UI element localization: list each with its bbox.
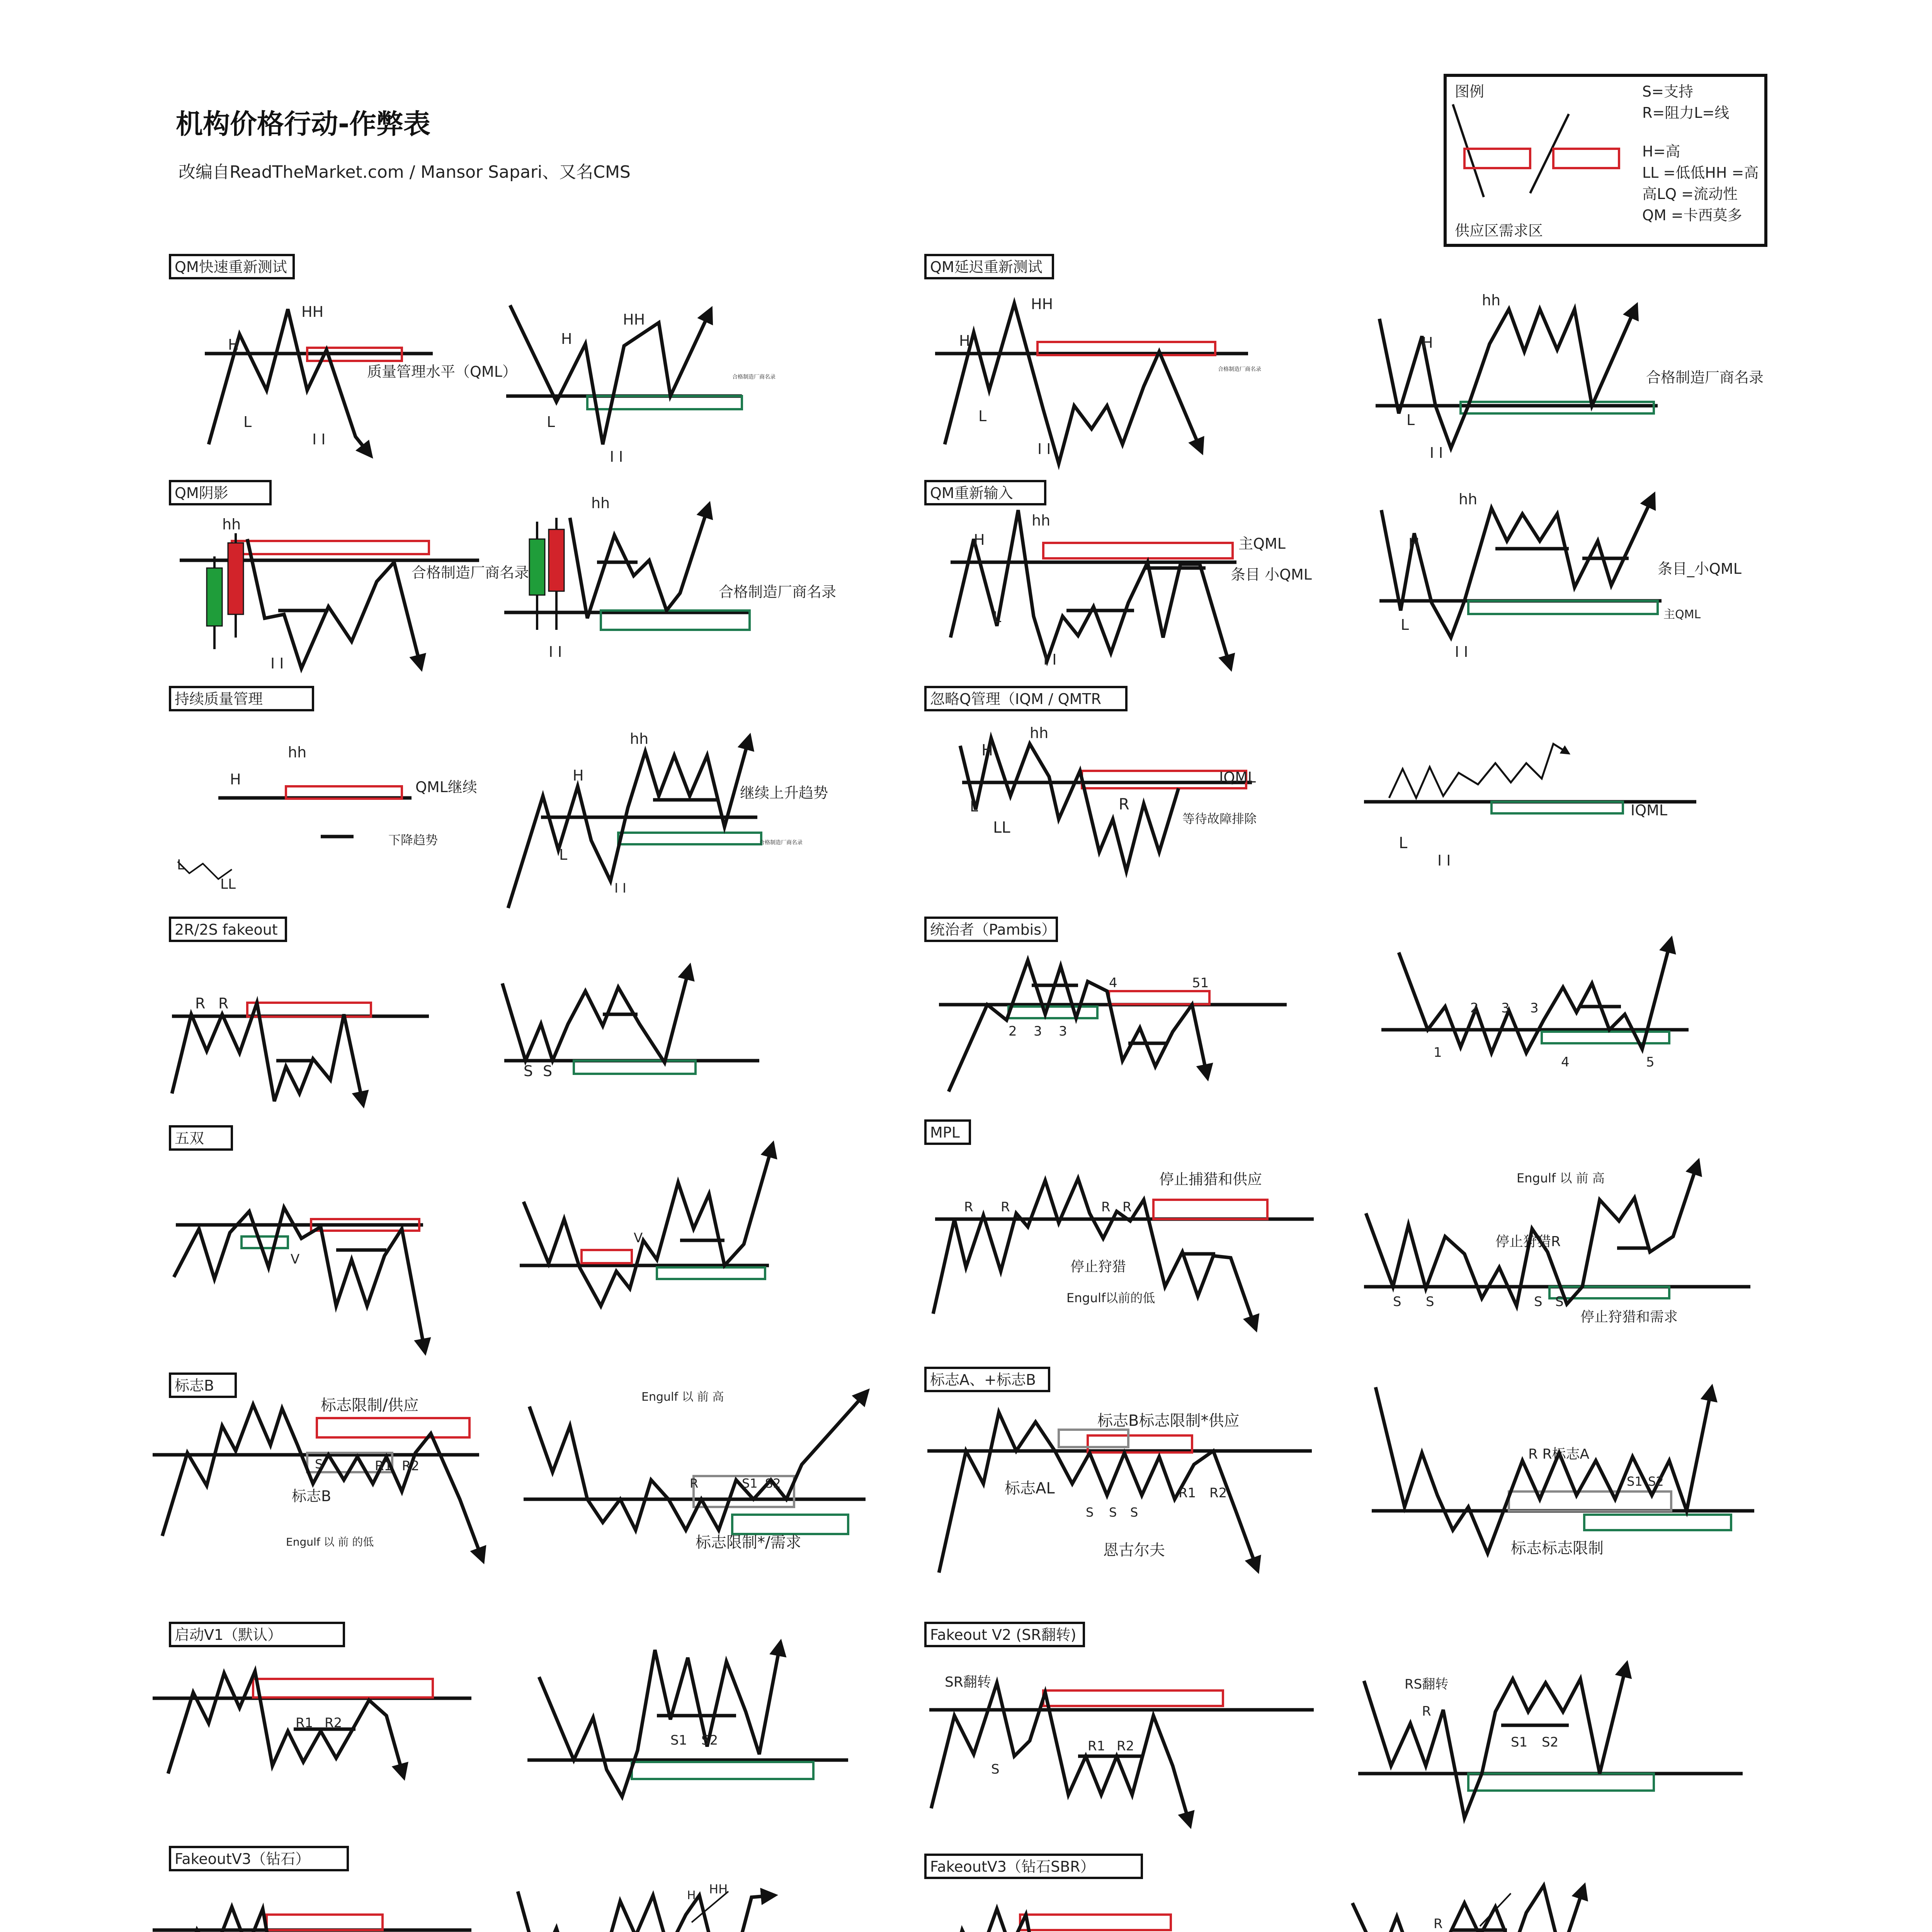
section-title: QM重新输入 <box>930 485 1013 502</box>
label-main_qml: 主QML <box>1663 608 1701 621</box>
label-R2: R2 <box>1209 1485 1227 1501</box>
label-qualified_mfr: 合格制造厂商名录 <box>719 583 837 600</box>
section-title: QM快速重新测试 <box>175 259 287 276</box>
label-R: R <box>195 995 206 1012</box>
label-hh: hh <box>1482 292 1501 309</box>
label-S1: S1 <box>1627 1474 1643 1489</box>
label-H: H <box>573 767 584 784</box>
label-R: R <box>690 1476 699 1491</box>
label-wait_fail: 等待故障排除 <box>1182 811 1257 826</box>
label-n3: 3 <box>1059 1024 1067 1039</box>
section-title: 持续质量管理 <box>175 690 263 707</box>
label-H: H <box>1422 334 1433 351</box>
label-V: V <box>634 1230 643 1246</box>
price-path <box>951 510 1231 668</box>
label-n51: 51 <box>1192 975 1209 991</box>
label-hh: hh <box>1459 491 1478 508</box>
label-R: R <box>218 995 229 1012</box>
label-L: L <box>993 609 1002 626</box>
demand-zone <box>242 1236 288 1248</box>
candle-body <box>228 543 243 614</box>
zone-box <box>1059 1430 1128 1447</box>
demand-zone <box>574 1061 696 1074</box>
label-R: R <box>964 1199 973 1215</box>
price-path <box>170 1907 398 1932</box>
label-flag_limit_supply: 标志限制/供应 <box>321 1396 419 1414</box>
section-title: QM阴影 <box>175 485 228 502</box>
label-S2: S2 <box>765 1476 781 1491</box>
zone-box <box>1509 1492 1671 1511</box>
label-S2: S2 <box>1648 1474 1664 1489</box>
label-iqml: IQML <box>1219 769 1256 786</box>
label-S1: S1 <box>670 1733 687 1748</box>
label-hh: hh <box>1030 724 1049 742</box>
section-title: 2R/2S fakeout <box>175 921 278 938</box>
supply-zone <box>1020 1915 1171 1930</box>
supply-zone <box>1153 1200 1267 1219</box>
label-cond_small_qml: 条目 小QML <box>1231 566 1312 583</box>
section-title: Fakeout V2 (SR翻转) <box>930 1626 1077 1643</box>
label-L: L <box>1406 412 1415 429</box>
supply-zone <box>582 1250 632 1263</box>
label-tiny_note: 合格制造厂商名录 <box>759 840 803 846</box>
demand-zone <box>1009 1007 1097 1018</box>
label-II: I I <box>1455 643 1468 660</box>
label-R1: R1 <box>296 1715 313 1731</box>
price-path <box>539 1642 781 1797</box>
candle-body <box>207 568 222 626</box>
label-sr_flip: SR翻转 <box>945 1674 991 1690</box>
supply-zone <box>253 1679 433 1697</box>
label-L: L <box>547 413 555 430</box>
label-II: I I <box>1043 651 1057 668</box>
label-S: S <box>1109 1505 1117 1520</box>
label-R1: R1 <box>1179 1485 1196 1501</box>
label-S: S <box>1086 1505 1094 1520</box>
label-qml_continue: QML继续 <box>415 779 477 796</box>
demand-zone <box>1468 1774 1654 1791</box>
label-n2: 2 <box>1470 1000 1479 1016</box>
label-R2: R2 <box>1117 1738 1134 1754</box>
label-H: H <box>230 771 241 788</box>
demand-zone <box>1468 601 1658 614</box>
label-tiny_note: 合格制造厂商名录 <box>732 374 776 380</box>
label-engulf_prev_low: Engulf以前的低 <box>1066 1291 1155 1305</box>
label-S: S <box>524 1063 533 1080</box>
label-II: I I <box>1037 440 1051 457</box>
label-R: R <box>1119 796 1129 813</box>
price-path <box>209 309 371 456</box>
label-tiny_note: 合格制造厂商名录 <box>1218 366 1261 372</box>
label-H: H <box>974 531 985 548</box>
label-II: I I <box>610 448 623 465</box>
label-HH: HH <box>1031 296 1053 313</box>
legend-line-4: 高LQ =流动性 <box>1642 185 1738 202</box>
trendline <box>1480 1893 1511 1926</box>
section-title: MPL <box>930 1124 960 1141</box>
section-title: 启动V1（默认） <box>175 1626 282 1643</box>
price-path <box>949 960 1208 1092</box>
label-HH: HH <box>709 1882 728 1896</box>
section-title: 五双 <box>175 1130 204 1147</box>
label-rr_flagA: R R标志A <box>1528 1446 1590 1462</box>
label-L: L <box>1399 834 1408 852</box>
label-II: I I <box>614 881 626 896</box>
label-stop_hunt_supply: 停止捕猎和供应 <box>1159 1171 1262 1188</box>
legend-zone-label: 供应区需求区 <box>1455 222 1543 239</box>
label-stop_hunt_demand: 停止狩猎和需求 <box>1580 1309 1678 1325</box>
label-S1: S1 <box>1511 1735 1528 1750</box>
price-path <box>1399 939 1671 1053</box>
supply-zone <box>317 1418 469 1437</box>
price-path <box>1379 305 1636 448</box>
candle-body <box>529 539 545 595</box>
supply-zone <box>1109 991 1209 1004</box>
label-S: S <box>1534 1294 1543 1310</box>
supply-zone <box>1043 543 1233 558</box>
label-n1: 1 <box>1434 1045 1442 1060</box>
label-L: L <box>978 408 987 425</box>
label-qualified_mfr: 合格制造厂商名录 <box>1646 369 1764 386</box>
demand-zone <box>1584 1515 1731 1530</box>
label-engulfer: 恩古尔夫 <box>1103 1541 1165 1559</box>
candle-body <box>549 529 564 591</box>
label-II: I I <box>270 655 284 672</box>
section-title: 标志A、+标志B <box>930 1371 1036 1388</box>
label-hh: hh <box>1032 512 1051 529</box>
price-path <box>247 539 421 668</box>
label-engulf_prev_high: Engulf 以 前 高 <box>1517 1171 1605 1185</box>
label-R: R <box>1434 1916 1443 1932</box>
price-path <box>1364 1663 1627 1818</box>
price-path <box>174 1208 425 1352</box>
price-path <box>168 1671 404 1777</box>
label-flagB_limit_supply: 标志B标志限制*供应 <box>1097 1412 1240 1430</box>
legend-line-3: LL =低低HH =高 <box>1642 164 1759 181</box>
label-S: S <box>1426 1294 1434 1310</box>
section-title: FakeoutV3（钻石） <box>175 1850 310 1867</box>
price-path <box>508 736 750 908</box>
label-hh: hh <box>288 744 307 761</box>
label-H: H <box>981 742 993 759</box>
price-path <box>1352 1886 1584 1932</box>
price-path <box>945 303 1202 464</box>
label-downtrend: 下降趋势 <box>388 833 438 847</box>
label-cond_small_qml_r: 条目_小QML <box>1658 560 1742 577</box>
label-S: S <box>1393 1294 1401 1310</box>
label-continue_up: 继续上升趋势 <box>740 784 828 801</box>
section-titles <box>170 255 1165 1932</box>
label-hh: hh <box>630 730 649 747</box>
price-path <box>941 1909 1179 1932</box>
label-HH: HH <box>623 311 645 328</box>
section-title: QM延迟重新测试 <box>930 259 1043 276</box>
price-path <box>518 1891 775 1932</box>
demand-zone <box>1542 1032 1669 1043</box>
label-S: S <box>315 1457 323 1471</box>
diagrams <box>153 292 1764 1932</box>
label-R: R <box>1122 1199 1132 1215</box>
label-n3: 3 <box>1530 1000 1539 1016</box>
supply-zone <box>232 541 429 554</box>
label-S2: S2 <box>1542 1735 1559 1750</box>
label-stop_hunt: 停止狩猎 <box>1070 1259 1126 1275</box>
label-rs_flip: RS翻转 <box>1405 1677 1449 1692</box>
page-subtitle: 改编自ReadTheMarket.com / Mansor Sapari、又名CMS <box>179 162 631 182</box>
label-iqml: IQML <box>1631 802 1668 819</box>
label-S: S <box>1555 1294 1564 1310</box>
label-main_qml: 主QML <box>1238 535 1286 552</box>
label-II: I I <box>1430 444 1443 461</box>
demand-zone <box>632 1762 813 1779</box>
label-flag_flag_limit: 标志标志限制 <box>1511 1539 1604 1557</box>
label-L: L <box>970 798 978 815</box>
label-H: H <box>561 330 572 347</box>
legend-title: 图例 <box>1455 83 1485 100</box>
label-L: L <box>1401 616 1409 633</box>
label-L: L <box>559 846 568 863</box>
label-R: R <box>1101 1199 1111 1215</box>
price-path <box>931 1683 1190 1826</box>
section-title: 标志B <box>175 1377 214 1394</box>
label-flag_limit_demand: 标志限制*/需求 <box>696 1534 801 1551</box>
demand-zone <box>657 1267 765 1279</box>
legend-line-2: H=高 <box>1642 143 1680 160</box>
price-path <box>529 1391 867 1530</box>
label-engulf_prev_low2: Engulf 以 前 的低 <box>286 1536 374 1548</box>
demand-zone <box>732 1515 848 1534</box>
label-S: S <box>991 1762 1000 1777</box>
label-II: I I <box>549 643 562 660</box>
price-path <box>1381 495 1654 638</box>
label-L: L <box>243 413 252 430</box>
price-path <box>570 504 709 618</box>
supply-zone <box>1043 1690 1223 1706</box>
label-S2: S2 <box>701 1733 718 1748</box>
section-title: 忽略Q管理（IQM / QMTR <box>930 690 1102 707</box>
legend-box <box>1445 75 1766 245</box>
price-path <box>1389 744 1569 798</box>
label-R2: R2 <box>402 1458 420 1474</box>
page-title: 机构价格行动-作弊表 <box>176 108 431 140</box>
label-R: R <box>1001 1199 1010 1215</box>
label-hh: hh <box>222 516 241 533</box>
demand-zone <box>618 833 761 844</box>
label-II: I I <box>312 431 326 448</box>
label-S1: S1 <box>742 1476 758 1491</box>
label-H: H <box>959 332 970 349</box>
price-path <box>502 966 690 1063</box>
demand-zone <box>1461 402 1654 413</box>
price-path <box>172 1003 363 1105</box>
label-hh: hh <box>591 495 610 512</box>
label-R1: R1 <box>1088 1738 1105 1754</box>
legend-line-1: R=阻力L=线 <box>1642 104 1730 121</box>
label-n3: 3 <box>1501 1000 1510 1016</box>
section-title: FakeoutV3（钻石SBR） <box>930 1858 1095 1875</box>
label-R: R <box>1422 1704 1431 1719</box>
label-S: S <box>543 1063 553 1080</box>
label-II: I I <box>1437 852 1451 869</box>
label-LL: LL <box>993 819 1010 837</box>
legend-line-5: QM =卡西莫多 <box>1642 207 1742 224</box>
label-qml: 质量管理水平（QML） <box>367 363 517 380</box>
label-n2: 2 <box>1009 1024 1017 1039</box>
price-path <box>524 1144 773 1306</box>
price-path <box>510 305 711 444</box>
label-V: V <box>291 1252 300 1267</box>
label-qualified_mfr: 合格制造厂商名录 <box>412 564 529 581</box>
label-n5: 5 <box>1646 1054 1655 1070</box>
legend-line-0: S=支持 <box>1642 83 1693 100</box>
label-H: H <box>1408 535 1420 552</box>
label-stop_hunt_R: 停止狩猎R <box>1495 1234 1561 1250</box>
supply-zone <box>267 1915 383 1930</box>
label-HH: HH <box>301 303 324 320</box>
price-path <box>1376 1387 1712 1553</box>
label-H: H <box>687 1889 696 1902</box>
label-n4: 4 <box>1561 1054 1570 1070</box>
label-R1: R1 <box>375 1458 393 1474</box>
label-n4: 4 <box>1109 975 1117 991</box>
section-title: 统治者（Pambis） <box>930 921 1056 938</box>
label-n3: 3 <box>1034 1024 1042 1039</box>
label-R2: R2 <box>325 1715 342 1731</box>
label-L: L <box>177 857 185 873</box>
label-engulf_prev_high: Engulf 以 前 高 <box>641 1390 724 1404</box>
label-flag_B: 标志B <box>292 1488 332 1505</box>
label-flag_AL: 标志AL <box>1005 1480 1055 1497</box>
label-LL: LL <box>220 876 236 892</box>
label-H: H <box>228 336 239 353</box>
label-S: S <box>1130 1505 1138 1520</box>
